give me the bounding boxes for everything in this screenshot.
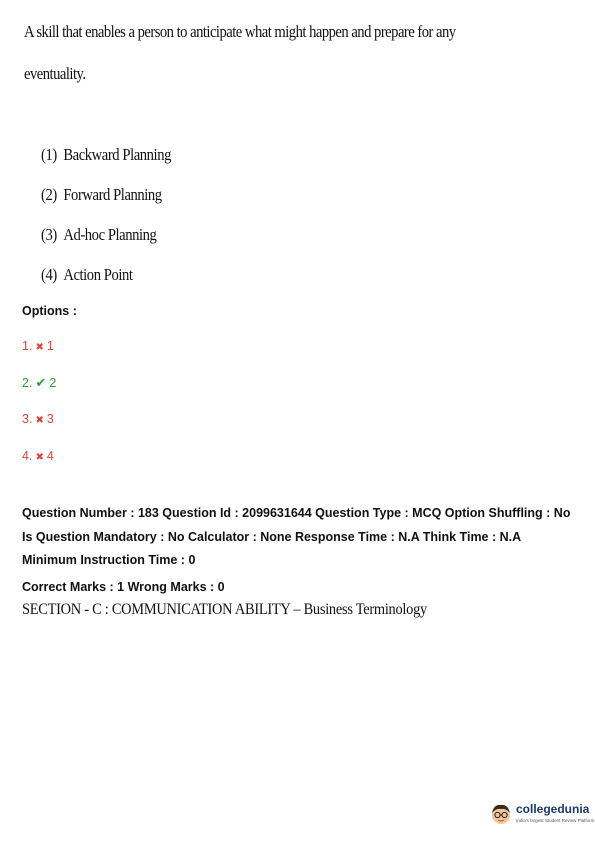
question-meta-line-1: Question Number : 183 Question Id : 2099631644 Question Type : MCQ Option Shuffling : No xyxy=(22,506,571,520)
option-index: 3. xyxy=(22,412,33,426)
option-index: 4. xyxy=(22,449,33,463)
check-icon: ✔ xyxy=(35,375,47,390)
choice-text: Forward Planning xyxy=(63,185,162,204)
cross-icon: ✖ xyxy=(35,415,44,426)
option-value: 2 xyxy=(49,376,57,390)
question-meta-line-3: Minimum Instruction Time : 0 xyxy=(22,553,196,567)
section-heading: SECTION - C : COMMUNICATION ABILITY – Business Terminology xyxy=(22,601,427,618)
option-value: 3 xyxy=(46,412,54,426)
option-value: 4 xyxy=(46,449,54,463)
choice-number: (2) xyxy=(41,185,57,204)
option-index: 2. xyxy=(22,376,33,390)
choice-number: (3) xyxy=(41,225,57,244)
question-text-line-2: eventuality. xyxy=(24,64,86,83)
options-heading: Options : xyxy=(22,304,77,318)
cross-icon: ✖ xyxy=(35,452,44,463)
choice-text: Ad-hoc Planning xyxy=(63,225,157,244)
choice-4 xyxy=(41,265,133,285)
option-1 xyxy=(22,339,54,353)
choice-number: (1) xyxy=(41,145,57,164)
choice-1 xyxy=(41,145,171,165)
marks-line: Correct Marks : 1 Wrong Marks : 0 xyxy=(22,580,225,594)
choice-number: (4) xyxy=(41,265,57,284)
mascot-icon xyxy=(489,802,513,826)
question-text-line-1: A skill that enables a person to anticipate what might happen and prepare for any xyxy=(24,22,456,41)
option-4 xyxy=(22,449,54,463)
choice-text: Backward Planning xyxy=(63,145,171,164)
choice-text: Action Point xyxy=(63,265,133,284)
option-2 xyxy=(22,375,56,391)
option-3 xyxy=(22,412,54,426)
choice-3 xyxy=(41,225,156,245)
logo-name: collegedunia xyxy=(516,802,590,816)
logo-tagline: India's largest Student Review Platform xyxy=(516,818,595,823)
cross-icon: ✖ xyxy=(35,342,44,353)
option-value: 1 xyxy=(46,339,54,353)
collegedunia-logo xyxy=(489,798,595,832)
choice-2 xyxy=(41,185,162,205)
option-index: 1. xyxy=(22,339,33,353)
question-meta-line-2: Is Question Mandatory : No Calculator : None Response Time : N.A Think Time : N.A xyxy=(22,530,522,544)
